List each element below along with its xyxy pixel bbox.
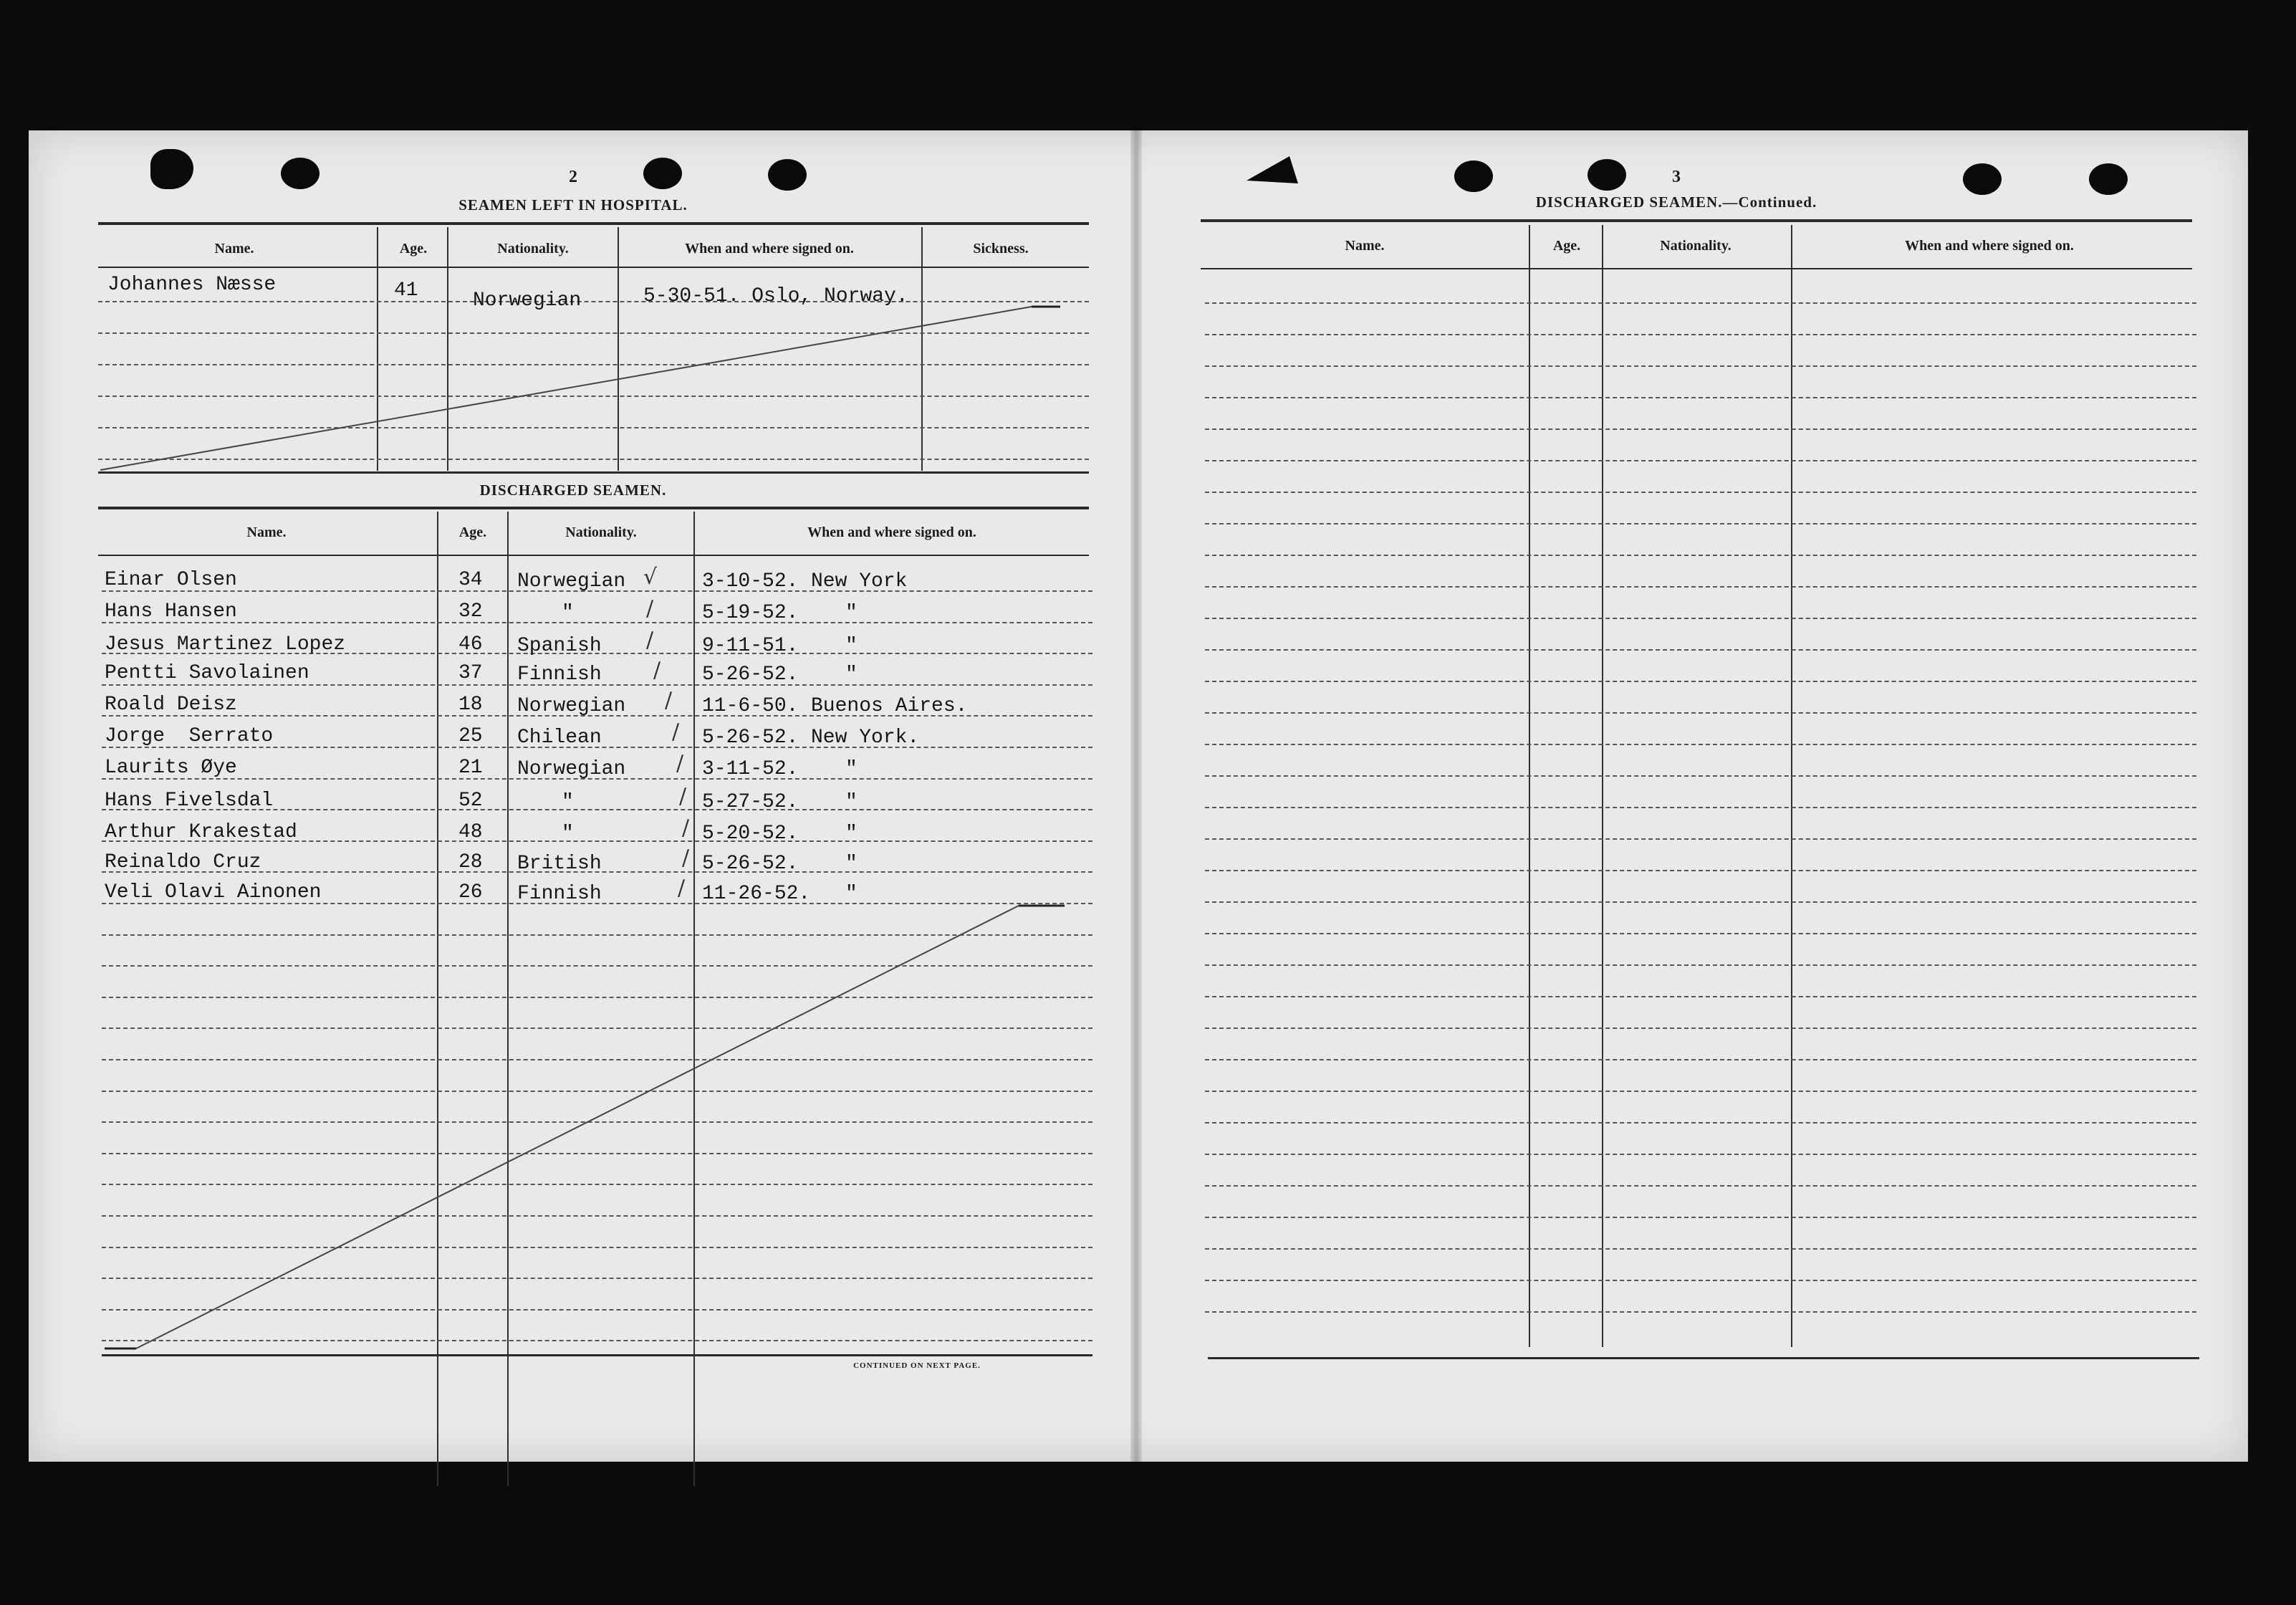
hospital-col-sickness: Sickness. xyxy=(973,241,1029,257)
row-nationality: " xyxy=(562,791,574,813)
page-number-right: 3 xyxy=(1672,168,1681,186)
row-nationality: Chilean xyxy=(517,727,602,749)
row-nationality: Finnish xyxy=(517,663,602,686)
hospital-col-name: Name. xyxy=(214,241,254,257)
row-age: 37 xyxy=(458,662,483,684)
hospital-col-age: Age. xyxy=(399,241,428,257)
hospital-col-nationality: Nationality. xyxy=(497,241,569,257)
row-age: 25 xyxy=(458,725,483,747)
row-age: 18 xyxy=(458,694,483,716)
hospital-name: Johannes Næsse xyxy=(107,274,277,296)
right-col-age: Age. xyxy=(1552,238,1581,254)
row-date: 5-20-52. xyxy=(702,823,799,845)
row-check-mark: √ xyxy=(643,565,658,590)
row-date: 3-10-52. xyxy=(702,570,799,593)
row-age: 21 xyxy=(458,757,483,779)
row-check-mark: / xyxy=(646,596,654,621)
row-nationality: British xyxy=(517,853,602,875)
row-name: Roald Deisz xyxy=(105,694,237,716)
row-check-mark: / xyxy=(672,719,680,744)
row-date: 5-26-52. xyxy=(702,853,799,875)
discharged-col-signed-on: When and where signed on. xyxy=(807,524,976,540)
row-nationality: Finnish xyxy=(517,883,602,905)
row-age: 46 xyxy=(458,633,483,656)
manifest-sheet xyxy=(29,130,2248,1462)
row-place: New York. xyxy=(811,727,920,749)
row-place: " xyxy=(845,758,858,780)
row-date: 5-26-52. xyxy=(702,727,799,749)
row-date: 9-11-51. xyxy=(702,635,799,657)
row-date: 11-6-50. xyxy=(702,695,799,717)
discharged-col-name: Name. xyxy=(246,524,287,540)
hospital-col-signed-on: When and where signed on. xyxy=(685,241,854,257)
row-name: Veli Olavi Ainonen xyxy=(105,881,322,904)
row-name: Jorge Serrato xyxy=(105,725,274,747)
row-age: 48 xyxy=(458,821,483,843)
right-col-signed-on: When and where signed on. xyxy=(1905,238,2074,254)
row-check-mark: / xyxy=(682,845,690,871)
row-place: " xyxy=(845,635,858,657)
row-date: 11-26-52. xyxy=(702,883,811,905)
discharged-col-nationality: Nationality. xyxy=(565,524,637,540)
row-place: Buenos Aires. xyxy=(811,695,968,717)
row-check-mark: / xyxy=(676,751,684,776)
row-age: 52 xyxy=(458,790,483,812)
row-place: New York xyxy=(811,570,908,593)
row-check-mark: / xyxy=(682,815,690,840)
page-number-left: 2 xyxy=(569,168,577,186)
row-name: Reinaldo Cruz xyxy=(105,851,261,873)
continued-note: CONTINUED ON NEXT PAGE. xyxy=(853,1361,981,1370)
right-col-nationality: Nationality. xyxy=(1660,238,1731,254)
row-nationality: " xyxy=(562,602,574,624)
row-place: " xyxy=(845,823,858,845)
row-name: Hans Hansen xyxy=(105,600,237,623)
row-nationality: Norwegian xyxy=(517,758,626,780)
row-check-mark: / xyxy=(678,876,686,901)
row-name: Hans Fivelsdal xyxy=(105,790,274,812)
row-check-mark: / xyxy=(679,784,687,809)
row-check-mark: / xyxy=(653,658,661,683)
row-place: " xyxy=(845,883,858,905)
row-date: 5-26-52. xyxy=(702,663,799,686)
row-name: Pentti Savolainen xyxy=(105,662,309,684)
discharged-cancel-line xyxy=(29,130,2248,1462)
discharged-section-title: DISCHARGED SEAMEN. xyxy=(479,481,667,499)
row-age: 28 xyxy=(458,851,483,873)
row-nationality: Spanish xyxy=(517,635,602,657)
row-age: 34 xyxy=(458,569,483,591)
row-name: Einar Olsen xyxy=(105,569,237,591)
right-section-title: DISCHARGED SEAMEN.—Continued. xyxy=(1535,193,1817,211)
hospital-nationality: Norwegian xyxy=(473,289,582,312)
right-col-name: Name. xyxy=(1345,238,1385,254)
hospital-section-title: SEAMEN LEFT IN HOSPITAL. xyxy=(458,196,688,214)
row-place: " xyxy=(845,853,858,875)
row-place: " xyxy=(845,791,858,813)
row-check-mark: / xyxy=(646,628,654,653)
row-check-mark: / xyxy=(665,688,673,713)
row-date: 5-27-52. xyxy=(702,791,799,813)
row-age: 26 xyxy=(458,881,483,904)
row-nationality: Norwegian xyxy=(517,695,626,717)
row-age: 32 xyxy=(458,600,483,623)
hospital-signed-on: 5-30-51. Oslo, Norway. xyxy=(643,285,908,307)
row-name: Arthur Krakestad xyxy=(105,821,297,843)
row-name: Jesus Martinez Lopez xyxy=(105,633,346,656)
row-place: " xyxy=(845,663,858,686)
row-nationality: " xyxy=(562,823,574,845)
row-name: Laurits Øye xyxy=(105,757,237,779)
row-nationality: Norwegian xyxy=(517,570,626,593)
hospital-age: 41 xyxy=(394,279,418,302)
row-date: 5-19-52. xyxy=(702,602,799,624)
discharged-col-age: Age. xyxy=(458,524,487,540)
row-place: " xyxy=(845,602,858,624)
row-date: 3-11-52. xyxy=(702,758,799,780)
